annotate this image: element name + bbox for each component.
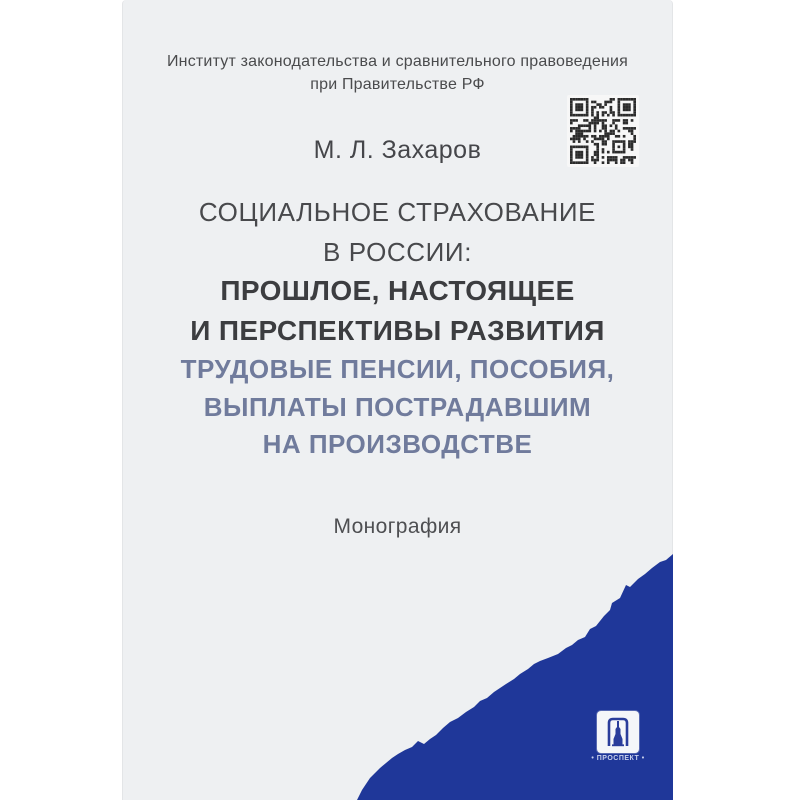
qr-code-graphic	[567, 95, 639, 167]
title-line-3: ПРОШЛОЕ, НАСТОЯЩЕЕ	[220, 275, 575, 306]
title-line-4: И ПЕРСПЕКТИВЫ РАЗВИТИЯ	[190, 315, 605, 346]
author-name: М. Л. Захаров	[313, 136, 482, 164]
prospekt-arch-logo-icon	[597, 711, 639, 753]
title-line-2: В РОССИИ:	[322, 237, 473, 267]
publisher-logo	[597, 711, 639, 753]
qr-code-icon	[567, 95, 639, 167]
title-line-1: СОЦИАЛЬНОЕ СТРАХОВАНИЕ	[198, 197, 597, 227]
institute-line-2: при Правительстве РФ	[310, 76, 485, 93]
institute-line-1: Институт законодательства и сравнительного правоведения	[166, 53, 629, 70]
subtitle-line-3: НА ПРОИЗВОДСТВЕ	[262, 429, 533, 459]
subtitle-line-2: ВЫПЛАТЫ ПОСТРАДАВШИМ	[203, 392, 592, 422]
genre-label: Монография	[333, 515, 462, 538]
subtitle-line-1: ТРУДОВЫЕ ПЕНСИИ, ПОСОБИЯ,	[180, 354, 615, 384]
publisher-name: • ПРОСПЕКТ •	[591, 755, 645, 762]
